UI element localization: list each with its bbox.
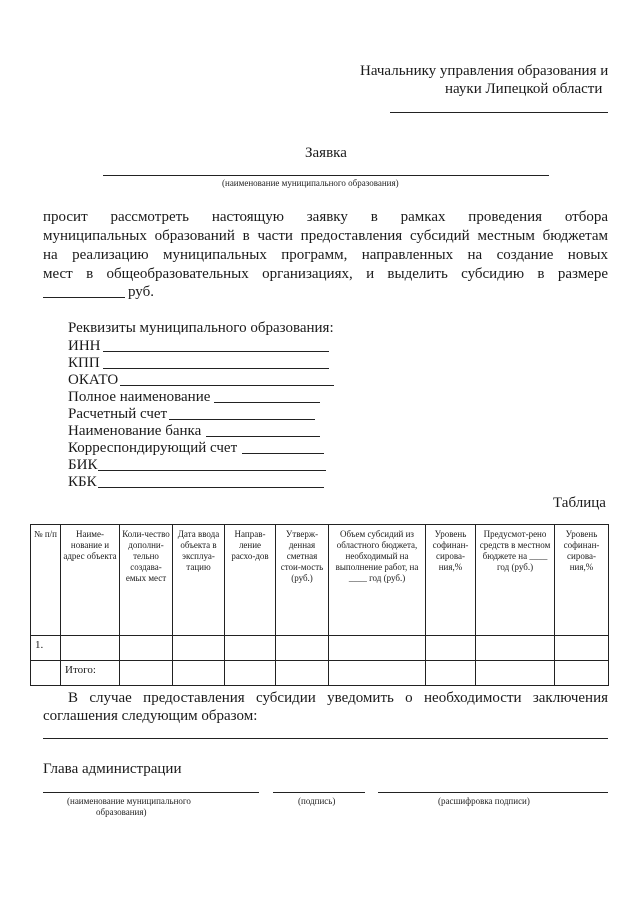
amount-unit: руб. [128,284,154,300]
notice-blank-line [43,738,608,739]
header-number: № п/п [31,525,61,636]
request-line-3: на реализацию муниципальных программ, направленных на создание новых [43,247,608,263]
addressee-blank-line [390,112,608,113]
row-number: 1. [31,636,61,661]
requisite-fullname-label: Полное наименование [68,389,211,405]
signature-sign-line [273,792,365,793]
requisite-kbk-label: КБК [68,474,97,490]
requisite-okato-label: ОКАТО [68,372,119,388]
document-title: Заявка [305,145,347,161]
requisite-kpp-line [103,368,329,369]
notice-line-1: В случае предоставления субсидии уведомить о необходимости заключения [68,690,608,706]
header-cofinancing-1: Уровень софинан-сирова-ния,% [426,525,476,636]
requisite-kbk-line [98,487,324,488]
header-direction: Направ-ление расхо-дов [225,525,276,636]
requisite-kpp-label: КПП [68,355,100,371]
requisite-corr-label: Корреспондирующий счет [68,440,238,456]
requisite-fullname-line [214,402,320,403]
header-regional-subsidy: Объем субсидий из областного бюджета, необходимый на выполнение работ, на ____ год (руб.) [329,525,426,636]
municipality-caption: (наименование муниципального образования) [222,178,399,188]
requisite-account-line [169,419,315,420]
total-label: Итого: [61,661,120,686]
request-line-2: муниципальных образований в части предоставления субсидий местным бюджетам [43,228,608,244]
header-estimate: Утверж-денная сметная стои-мость (руб.) [276,525,329,636]
notice-line-2: соглашения следующим образом: [43,708,258,724]
signature-decode-line [378,792,608,793]
table-total-row [31,661,609,686]
caption-signature: (подпись) [298,796,336,806]
caption-decode: (расшифровка подписи) [438,796,530,806]
signature-title: Глава администрации [43,761,182,777]
requisite-inn-line [103,351,329,352]
amount-blank-line [43,297,125,298]
requisite-bank-line [206,436,320,437]
header-date: Дата ввода объекта в эксплуа-тацию [173,525,225,636]
requisite-corr-line [242,453,324,454]
requisites-heading: Реквизиты муниципального образования: [68,320,334,336]
caption-municipality-name-1: (наименование муниципального [67,796,191,806]
request-line-1: просит рассмотреть настоящую заявку в рамках проведения отбора [43,209,608,225]
table-header-row [31,525,609,636]
table-row [31,636,609,661]
header-places: Коли-чество дополни-тельно создава-емых мест [120,525,173,636]
addressee-line-2: науки Липецкой области [445,81,603,97]
caption-municipality-name-2: образования) [96,807,147,817]
requisite-bank-label: Наименование банка [68,423,202,439]
requisite-okato-line [120,385,334,386]
table-caption: Таблица [553,495,606,511]
header-object: Наиме-нование и адрес объекта [61,525,120,636]
signature-name-line [43,792,259,793]
request-line-4: мест в общеобразовательных организациях, и выделить субсидию в размере [43,266,608,282]
addressee-line-1: Начальнику управления образования и [360,63,609,79]
requisite-bik-line [98,470,326,471]
requisite-bik-label: БИК [68,457,98,473]
header-cofinancing-2: Уровень софинан-сирова-ния,% [555,525,609,636]
municipality-blank-line [103,175,549,176]
header-local-budget: Предусмот-рено средств в местном бюджете на ____ год (руб.) [476,525,555,636]
requisite-inn-label: ИНН [68,338,101,354]
subsidy-table [30,524,609,686]
requisite-account-label: Расчетный счет [68,406,168,422]
